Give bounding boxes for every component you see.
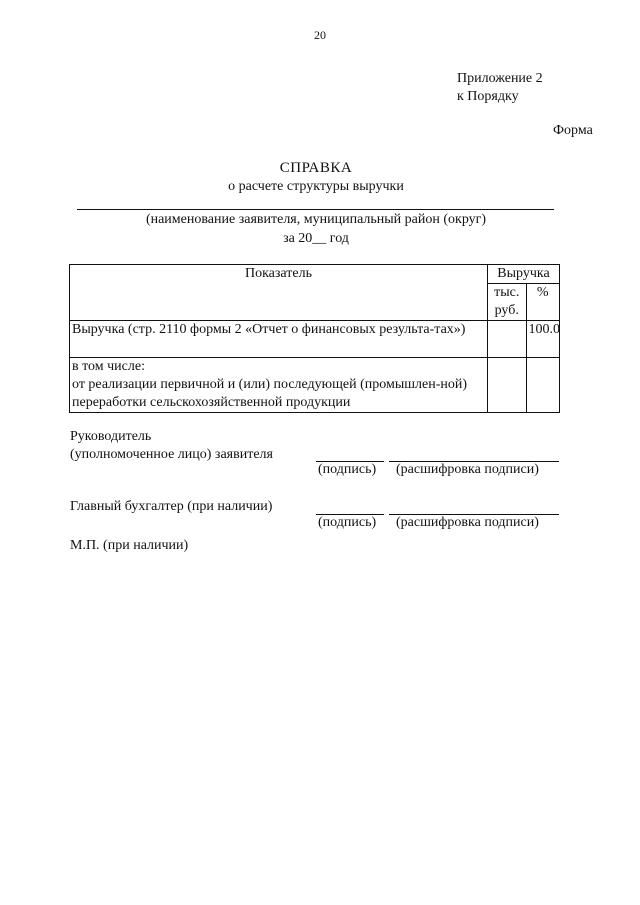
head-decoding-caption: (расшифровка подписи): [396, 462, 539, 477]
row-indicator: в том числе: от реализации первичной и (или) последующей (промышлен-ной) переработки сельскохозяйственной продукции: [70, 358, 488, 413]
year-line: за 20__ год: [283, 231, 349, 246]
row-percent: [526, 358, 559, 413]
document-title: СПРАВКА: [279, 160, 353, 176]
table-row: [70, 358, 560, 413]
page-number: 20: [314, 28, 326, 42]
header-revenue: Выручка: [487, 265, 559, 284]
header-percent: %: [526, 284, 559, 321]
appendix-line-2: к Порядку: [457, 89, 519, 104]
form-label: Форма: [553, 123, 593, 138]
row-thousand-rub: [487, 321, 526, 358]
accountant-signature-caption: (подпись): [318, 515, 377, 530]
revenue-table: [69, 264, 560, 413]
applicant-hint: (наименование заявителя, муниципальный район (округ): [145, 212, 487, 227]
document-subtitle: о расчете структуры выручки: [228, 179, 404, 194]
accountant-label: Главный бухгалтер (при наличии): [70, 499, 273, 514]
head-label-1: Руководитель: [70, 429, 152, 444]
row-percent: 100.0: [526, 321, 559, 358]
appendix-line-1: Приложение 2: [457, 71, 543, 86]
head-signature-caption: (подпись): [318, 462, 377, 477]
accountant-decoding-caption: (расшифровка подписи): [396, 515, 539, 530]
applicant-fill-line: [77, 209, 554, 210]
head-label-2: (уполномоченное лицо) заявителя: [70, 447, 273, 462]
table-row: [70, 321, 560, 358]
row-thousand-rub: [487, 358, 526, 413]
header-indicator: Показатель: [70, 265, 488, 321]
header-thousand-rub: тыс. руб.: [487, 284, 526, 321]
seal-label: М.П. (при наличии): [70, 538, 189, 553]
appendix-note: [457, 70, 543, 106]
row-indicator: Выручка (стр. 2110 формы 2 «Отчет о финансовых результа-тах»): [70, 321, 488, 358]
